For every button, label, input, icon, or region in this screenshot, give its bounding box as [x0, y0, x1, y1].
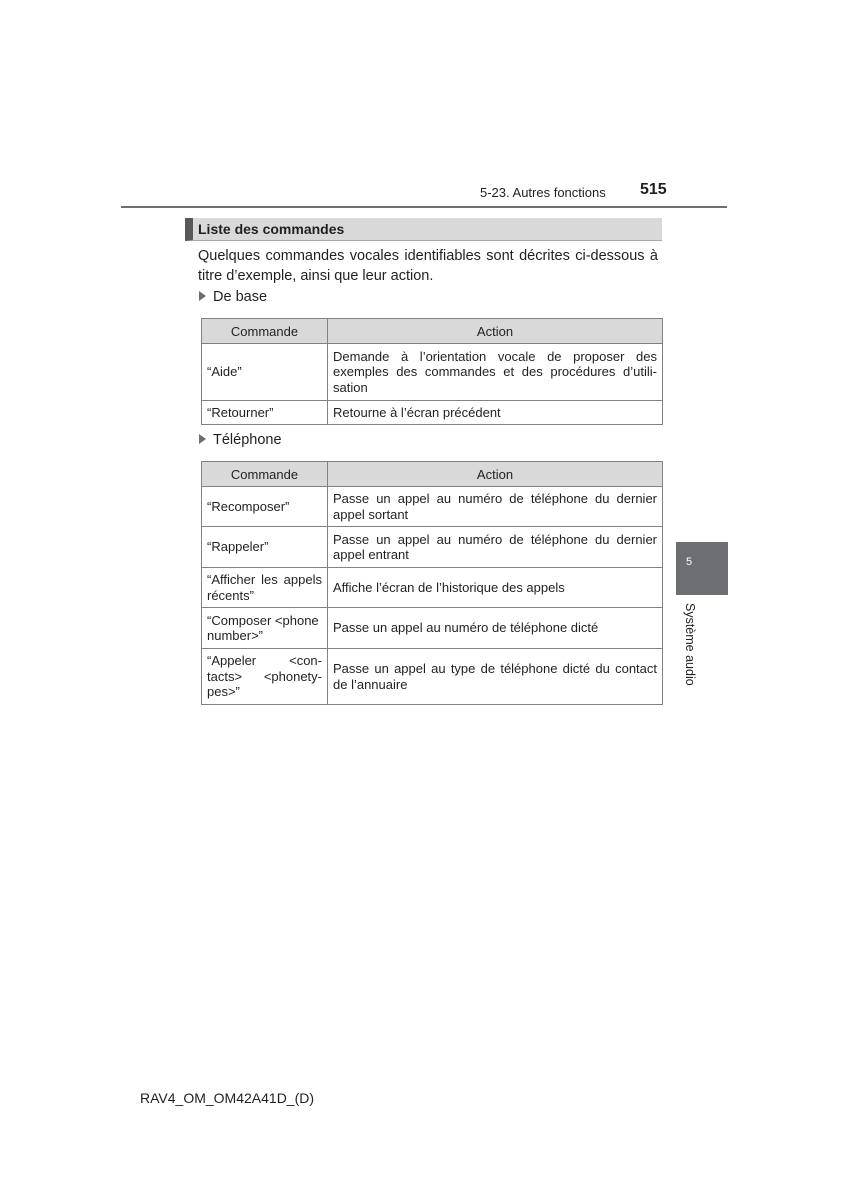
header-section-title: 5-23. Autres fonctions — [480, 185, 606, 200]
triangle-bullet-icon — [199, 291, 206, 301]
table-row — [202, 344, 663, 401]
page-number: 515 — [640, 181, 667, 198]
command-cell: “Afficher les appels récents” — [202, 568, 328, 608]
command-cell: “Recomposer” — [202, 487, 328, 527]
basic-commands-table — [201, 318, 663, 425]
column-header-action: Action — [328, 319, 663, 344]
column-header-command: Commande — [202, 319, 328, 344]
intro-paragraph: Quelques commandes vocales identifiables sont décrites ci-dessous à titre d’exemple, ainsi que leur action. — [198, 248, 658, 284]
table-row — [202, 568, 663, 608]
subsection-title: De base — [213, 289, 268, 305]
subsection-heading-phone — [199, 432, 282, 448]
table-row — [202, 608, 663, 649]
section-title: Liste des commandes — [198, 221, 345, 237]
phone-commands-table — [201, 461, 663, 705]
chapter-number: 5 — [686, 556, 693, 568]
command-cell: “Rappeler” — [202, 527, 328, 568]
action-cell: Passe un appel au type de téléphone dicté du contact de l’annuaire — [328, 649, 663, 705]
command-cell: “Appeler <con-tacts> <phonety-pes>” — [202, 649, 328, 705]
triangle-bullet-icon — [199, 434, 206, 444]
action-cell: Affiche l’écran de l’historique des appels — [328, 568, 663, 608]
table-header-row — [202, 462, 663, 487]
chapter-label: Système audio — [683, 603, 697, 686]
action-cell: Demande à l’orientation vocale de proposer des exemples des commandes et des procédures d’utili-sation — [328, 344, 663, 401]
command-cell: “Retourner” — [202, 401, 328, 425]
action-cell: Passe un appel au numéro de téléphone dicté — [328, 608, 663, 649]
footer-doc-code: RAV4_OM_OM42A41D_(D) — [140, 1090, 315, 1106]
subsection-title: Téléphone — [213, 432, 282, 448]
subsection-heading-basic — [199, 289, 267, 305]
action-cell: Passe un appel au numéro de téléphone du dernier appel sortant — [328, 487, 663, 527]
section-heading-bar — [185, 218, 662, 241]
command-cell: “Composer <phone number>” — [202, 608, 328, 649]
table-row — [202, 401, 663, 425]
table-header-row — [202, 319, 663, 344]
column-header-command: Commande — [202, 462, 328, 487]
header-divider — [121, 206, 727, 208]
column-header-action: Action — [328, 462, 663, 487]
chapter-tab — [676, 542, 728, 595]
action-cell: Passe un appel au numéro de téléphone du dernier appel entrant — [328, 527, 663, 568]
action-cell: Retourne à l’écran précédent — [328, 401, 663, 425]
table-row — [202, 487, 663, 527]
table-row — [202, 527, 663, 568]
table-row — [202, 649, 663, 705]
command-cell: “Aide” — [202, 344, 328, 401]
